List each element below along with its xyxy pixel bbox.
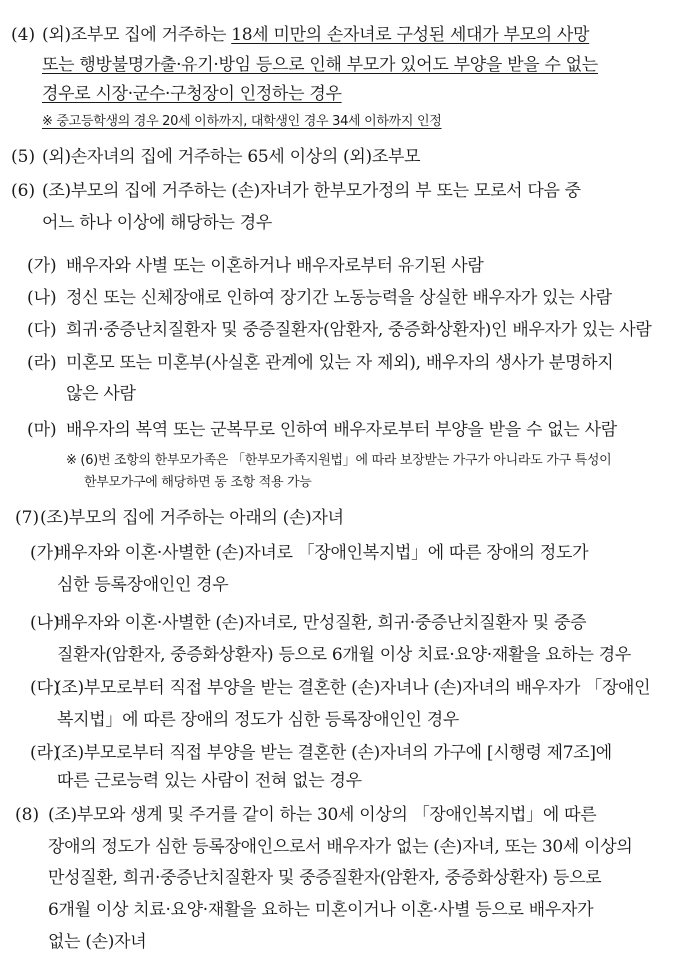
- sub-text: 배우자의 복역 또는 군복무로 인하여 배우자로부터 부양을 받을 수 없는 사람: [66, 420, 617, 440]
- sub-text: (조)부모로부터 직접 부양을 받는 결혼한 (손)자녀의 가구에 [시행령 제7조]에: [55, 743, 612, 763]
- sub-marker: (가): [27, 256, 57, 276]
- item-text: 장애의 정도가 심한 등록장애인으로서 배우자가 없는 (손)자녀, 또는 30세 이상의: [48, 837, 633, 857]
- sub-text: 배우자와 이혼·사별한 (손)자녀로, 만성질환, 희귀·중증난치질환자 및 중증: [55, 613, 587, 633]
- item-text: 어느 하나 이상에 해당하는 경우: [42, 213, 273, 233]
- item-marker: (5): [11, 147, 36, 167]
- item-text: (조)부모의 집에 거주하는 (손)자녀가 한부모가정의 부 또는 모로서 다음 중: [42, 181, 581, 201]
- sub-text: 정신 또는 신체장애로 인하여 장기간 노동능력을 상실한 배우자가 있는 사람: [66, 288, 612, 308]
- item-text: 없는 (손)자녀: [48, 932, 147, 952]
- sub-marker: (가): [30, 543, 60, 563]
- sub-marker: (다): [27, 320, 57, 340]
- sub-text: 배우자와 사별 또는 이혼하거나 배우자로부터 유기된 사람: [66, 256, 484, 276]
- underlined-text: 18세 미만의 손자녀로 구성된 세대가 부모의 사망: [231, 25, 590, 45]
- item-text: 6개월 이상 치료·요양·재활을 요하는 미혼이거나 이혼·사별 등으로 배우자가: [48, 900, 594, 920]
- sub-text: 질환자(암환자, 중증화상환자) 등으로 6개월 이상 치료·요양·재활을 요하는 경우: [57, 645, 632, 665]
- underlined-text: 또는 행방불명가출·유기·방임 등으로 인해 부모가 있어도 부양을 받을 수 없는: [42, 55, 598, 75]
- item-text: (조)부모의 집에 거주하는 아래의 (손)자녀: [40, 508, 344, 528]
- sub-text: (조)부모로부터 직접 부양을 받는 결혼한 (손)자녀나 (손)자녀의 배우자가 「장애인: [55, 678, 651, 698]
- underlined-text: 경우로 시장·군수·구청장이 인정하는 경우: [42, 84, 342, 104]
- sub-text: 심한 등록장애인인 경우: [57, 575, 229, 595]
- note-text: ※ (6)번 조항의 한부모가족은 「한부모가족지원법」에 따라 보장받는 가구가 아니라도 가구 특성이: [66, 453, 612, 468]
- sub-text: 배우자와 이혼·사별한 (손)자녀로 「장애인복지법」에 따른 장애의 정도가: [55, 543, 589, 563]
- item-marker: (6): [11, 181, 36, 201]
- item-text: (조)부모와 생계 및 주거를 같이 하는 30세 이상의 「장애인복지법」에 따른: [48, 805, 597, 825]
- sub-text: 희귀·중증난치질환자 및 중증질환자(암환자, 중증화상환자)인 배우자가 있는 사람: [66, 320, 652, 340]
- sub-marker: (라): [30, 743, 60, 763]
- item-text: (외)손자녀의 집에 거주하는 65세 이상의 (외)조부모: [42, 147, 421, 167]
- sub-text: 따른 근로능력 있는 사람이 전혀 없는 경우: [57, 771, 362, 791]
- sub-text: 복지법」에 따른 장애의 정도가 심한 등록장애인인 경우: [57, 710, 460, 730]
- item-marker: (8): [15, 805, 40, 825]
- item-text: (외)조부모 집에 거주하는: [42, 25, 232, 45]
- sub-marker: (나): [27, 288, 57, 308]
- item-marker: (7): [15, 508, 40, 528]
- item-text-line: [42, 24, 589, 46]
- sub-marker: (나): [30, 613, 60, 633]
- sub-text: 미혼모 또는 미혼부(사실혼 관계에 있는 자 제외), 배우자의 생사가 분명하지: [66, 353, 614, 373]
- sub-marker: (마): [27, 420, 57, 440]
- sub-text: 않은 사람: [66, 384, 136, 404]
- item-marker: (4): [11, 25, 36, 45]
- sub-marker: (라): [27, 353, 57, 373]
- note-text: 한부모가구에 해당하면 동 조항 적용 가능: [84, 475, 312, 490]
- sub-marker: (다): [30, 678, 60, 698]
- note-text: ※ 중고등학생의 경우 20세 이하까지, 대학생인 경우 34세 이하까지 인정: [42, 114, 442, 129]
- item-text: 만성질환, 희귀·중증난치질환자 및 중증질환자(암환자, 중증화상환자) 등으로: [48, 868, 602, 888]
